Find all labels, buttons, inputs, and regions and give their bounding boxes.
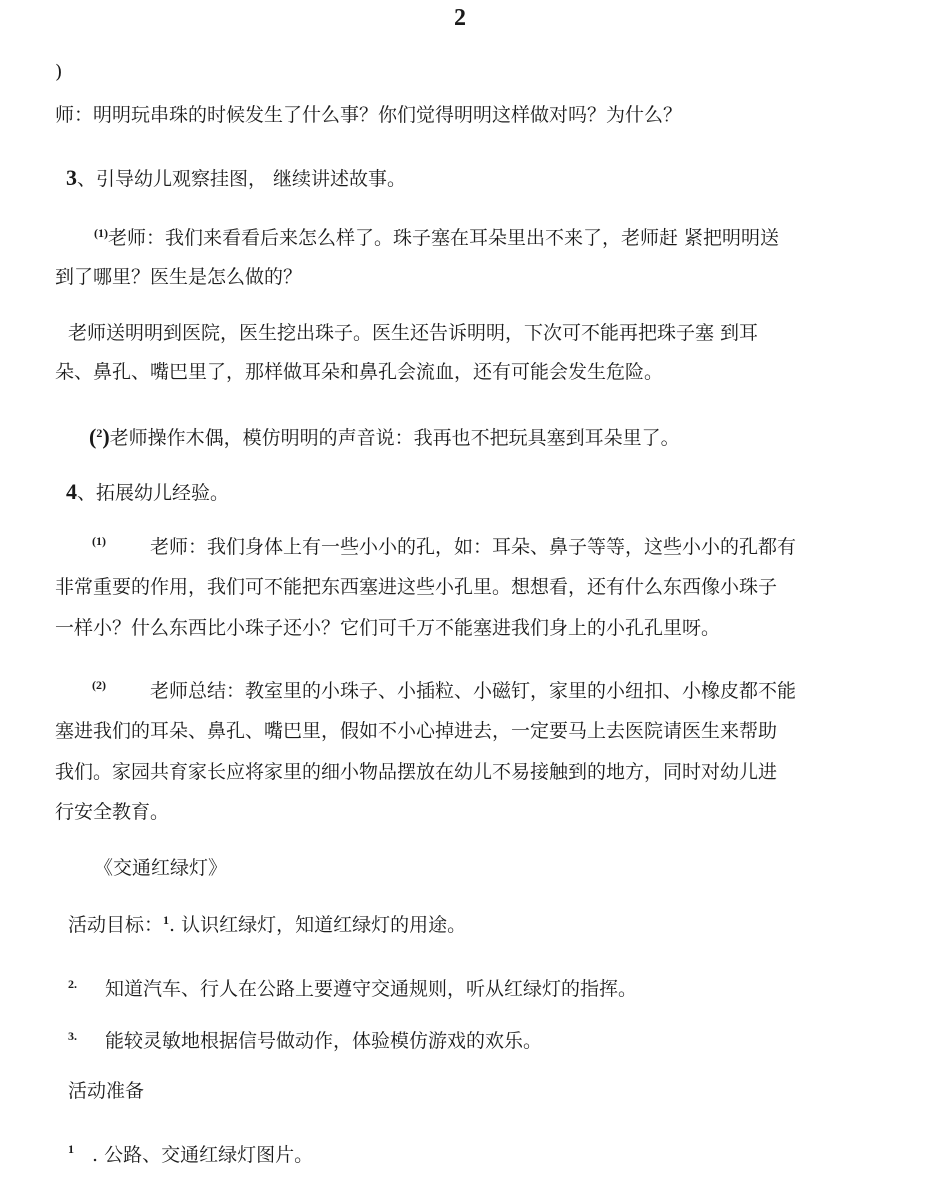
step-heading xyxy=(66,480,229,505)
paragraph-line: 到了哪里？医生是怎么做的？ xyxy=(55,266,303,288)
step-text: 、引导幼儿观察挂图， 继续讲述故事。 xyxy=(77,168,407,190)
paragraph-line: 老师送明明到医院，医生挖出珠子。医生还告诉明明，下次可不能再把珠子塞 到耳 xyxy=(68,322,759,344)
section-heading: 活动准备 xyxy=(68,1080,145,1102)
paragraph-text: 老师操作木偶，模仿明明的声音说：我再也不把玩具塞到耳朵里了。 xyxy=(109,427,680,449)
text-line: ) xyxy=(55,61,63,83)
paragraph-line xyxy=(89,425,680,452)
goal-label: 活动目标： xyxy=(68,914,164,936)
step-number: 4 xyxy=(66,479,77,504)
paragraph-text: 老师：我们来看看后来怎么样了。珠子塞在耳朵里出不来了，老师赶 紧把明明送 xyxy=(108,227,780,249)
item-marker: (2) xyxy=(92,678,106,692)
goal-text: 能较灵敏地根据信号做动作，体验模仿游戏的欢乐。 xyxy=(105,1030,543,1052)
item-marker: (1) xyxy=(92,534,106,548)
step-text: 、拓展幼儿经验。 xyxy=(77,482,230,504)
section-title: 《交通红绿灯》 xyxy=(94,857,228,879)
paragraph-line: 塞进我们的耳朵、鼻孔、嘴巴里，假如不小心掉进去，一定要马上去医院请医生来帮助 xyxy=(55,720,778,742)
list-number: 3. xyxy=(68,1029,77,1043)
paragraph-line xyxy=(94,226,779,252)
paragraph-line: 行安全教育。 xyxy=(55,801,170,823)
list-number: 2. xyxy=(68,977,77,991)
list-number: 1 xyxy=(163,913,170,927)
paragraph-line: 老师：我们身体上有一些小小的孔，如：耳朵、鼻子等等，这些小小的孔都有 xyxy=(150,536,797,558)
goal-line xyxy=(68,913,466,939)
prep-text: . 公路、交通红绿灯图片。 xyxy=(92,1144,314,1166)
paragraph-line: 非常重要的作用，我们可不能把东西塞进这些小孔里。想想看，还有什么东西像小珠子 xyxy=(55,576,778,598)
item-marker: ($^2$) xyxy=(89,424,110,449)
paragraph-line: 我们。家园共育家长应将家里的细小物品摆放在幼儿不易接触到的地方，同时对幼儿进 xyxy=(55,761,778,783)
item-marker: (1) xyxy=(94,226,108,240)
step-number: 3 xyxy=(66,165,77,190)
goal-text: 知道汽车、行人在公路上要遵守交通规则，听从红绿灯的指挥。 xyxy=(105,978,638,1000)
paragraph-line: 一样小？什么东西比小珠子还小？它们可千万不能塞进我们身上的小孔孔里呀。 xyxy=(55,617,721,639)
goal-text: . 认识红绿灯，知道红绿灯的用途。 xyxy=(169,914,467,936)
paragraph-line: 老师总结：教室里的小珠子、小插粒、小磁钉，家里的小纽扣、小橡皮都不能 xyxy=(150,680,797,702)
paragraph-line: 朵、鼻孔、嘴巴里了，那样做耳朵和鼻孔会流血，还有可能会发生危险。 xyxy=(55,361,664,383)
text-line: 师：明明玩串珠的时候发生了什么事？你们觉得明明这样做对吗？为什么？ xyxy=(55,104,683,126)
step-heading xyxy=(66,166,406,191)
page-number: 2 xyxy=(454,5,466,31)
list-number: 1 xyxy=(68,1142,74,1156)
